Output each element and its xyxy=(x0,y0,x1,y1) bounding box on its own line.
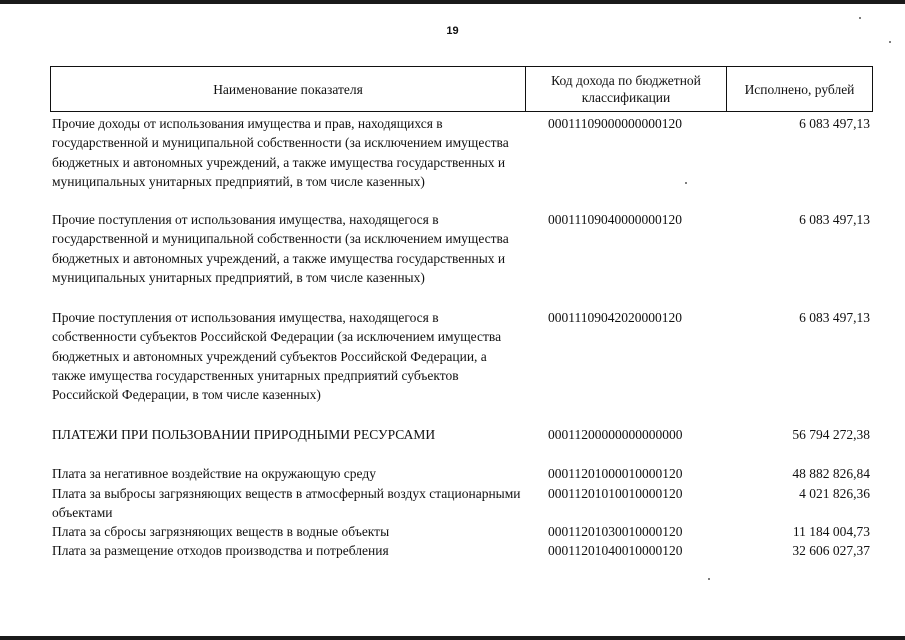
row-value: 6 083 497,13 xyxy=(799,212,870,227)
scan-speck xyxy=(859,17,861,19)
row-name: Прочие поступления от использования имущества, находящегося в собственности субъектов Российской Федерации (за исключением имущества бюджетных и автономных учреждений субъектов Российской Федерации, а также имущества государственных унитарных предприятий субъектов Российской Федерации, в том числе казенных) xyxy=(52,310,502,403)
row-name: Прочие доходы от использования имущества и прав, находящихся в государственной и муниципальной собственности (за исключением имущества бюджетных и автономных учреждений, а также имущества государственных и муниципальных унитарных предприятий, в том числе казенных) xyxy=(52,116,509,189)
row-value: 32 606 027,37 xyxy=(792,543,870,558)
row-code: 00011201030010000120 xyxy=(548,524,683,539)
row-name: Прочие поступления от использования имущества, находящегося в государственной и муниципальной собственности (за исключением имущества бюджетных и автономных учреждений, а также имущества государственных и муниципальных унитарных предприятий, в том числе казенных) xyxy=(52,212,509,285)
row-name: Плата за выбросы загрязняющих веществ в атмосферный воздух стационарными объектами xyxy=(52,486,521,521)
row-code: 00011201000010000120 xyxy=(548,466,683,481)
row-code: 00011109040000000120 xyxy=(548,212,682,227)
header-executed-rubles: Исполнено, рублей xyxy=(744,81,855,97)
row-name: Плата за негативное воздействие на окружающую среду xyxy=(52,466,376,481)
row-name: Плата за сбросы загрязняющих веществ в водные объекты xyxy=(52,524,390,539)
scan-top-edge xyxy=(0,0,905,4)
row-code: 00011109042020000120 xyxy=(548,310,682,325)
table-header xyxy=(50,66,873,112)
row-name: Плата за размещение отходов производства и потребления xyxy=(52,543,389,558)
row-value: 48 882 826,84 xyxy=(792,466,870,481)
row-code: 00011109000000000120 xyxy=(548,116,682,131)
row-code: 00011201040010000120 xyxy=(548,543,683,558)
row-value: 4 021 826,36 xyxy=(799,486,870,501)
row-value: 6 083 497,13 xyxy=(799,310,870,325)
scan-bottom-edge xyxy=(0,636,905,640)
row-value: 11 184 004,73 xyxy=(792,524,870,539)
row-code: 00011200000000000000 xyxy=(548,427,683,442)
header-indicator-name: Наименование показателя xyxy=(51,67,526,111)
row-value: 6 083 497,13 xyxy=(799,116,870,131)
row-code: 00011201010010000120 xyxy=(548,486,683,501)
scan-speck xyxy=(889,41,891,43)
row-name: ПЛАТЕЖИ ПРИ ПОЛЬЗОВАНИИ ПРИРОДНЫМИ РЕСУРСАМИ xyxy=(52,427,436,442)
scan-speck xyxy=(708,578,710,580)
row-value: 56 794 272,38 xyxy=(792,427,870,442)
header-budget-code: Код дохода по бюджетной классификации xyxy=(526,67,727,111)
page-number: 19 xyxy=(446,25,459,37)
scan-speck xyxy=(685,182,687,184)
